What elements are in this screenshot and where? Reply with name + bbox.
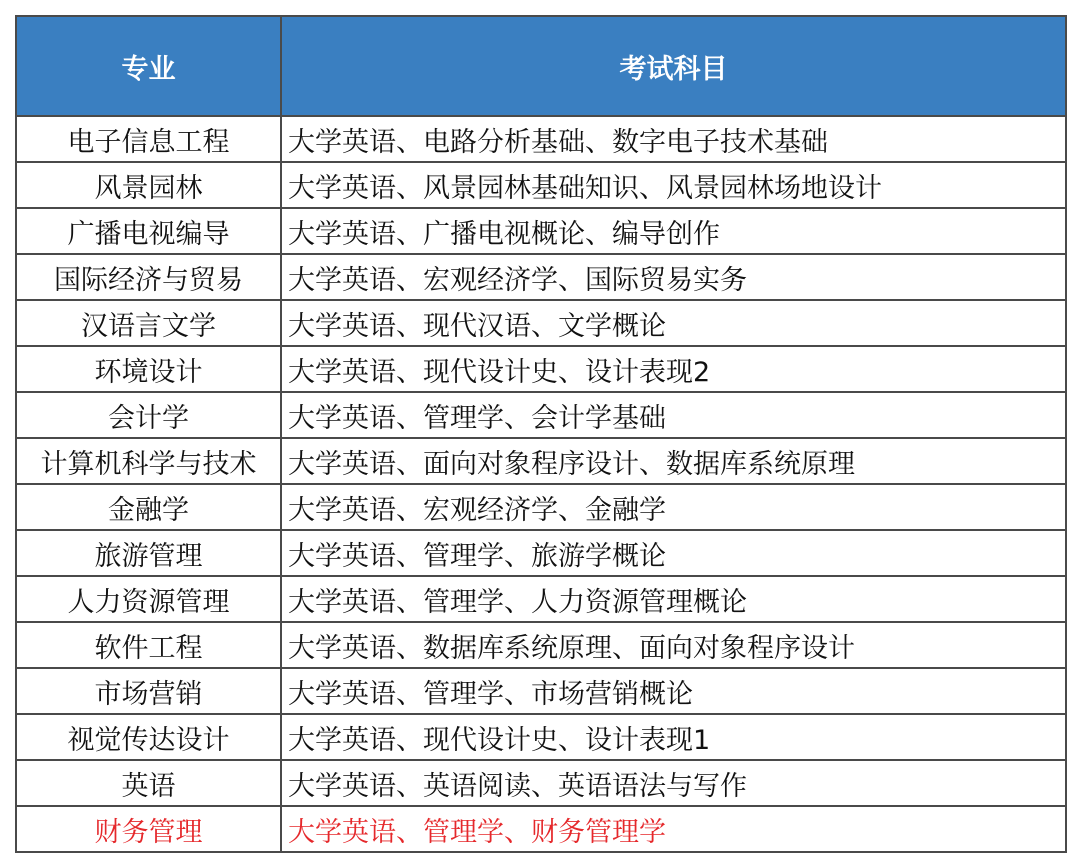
- cell-major: 国际经济与贸易: [16, 254, 281, 300]
- cell-subjects: 大学英语、现代汉语、文学概论: [281, 300, 1066, 346]
- cell-major: 英语: [16, 760, 281, 806]
- cell-subjects: 大学英语、风景园林基础知识、风景园林场地设计: [281, 162, 1066, 208]
- header-subjects: 考试科目: [281, 16, 1066, 116]
- cell-subjects: 大学英语、数据库系统原理、面向对象程序设计: [281, 622, 1066, 668]
- table-row: [16, 530, 1066, 576]
- exam-subjects-table-container: [15, 15, 1065, 847]
- cell-subjects: 大学英语、现代设计史、设计表现1: [281, 714, 1066, 760]
- cell-major: 环境设计: [16, 346, 281, 392]
- table-header-row: [16, 16, 1066, 116]
- cell-major: 视觉传达设计: [16, 714, 281, 760]
- cell-subjects: 大学英语、宏观经济学、国际贸易实务: [281, 254, 1066, 300]
- cell-major: 财务管理: [16, 806, 281, 852]
- table-row: [16, 392, 1066, 438]
- cell-subjects: 大学英语、宏观经济学、金融学: [281, 484, 1066, 530]
- cell-major: 风景园林: [16, 162, 281, 208]
- table-row: [16, 208, 1066, 254]
- table-row: [16, 162, 1066, 208]
- table-row: [16, 300, 1066, 346]
- cell-major: 市场营销: [16, 668, 281, 714]
- cell-major: 广播电视编导: [16, 208, 281, 254]
- cell-subjects: 大学英语、现代设计史、设计表现2: [281, 346, 1066, 392]
- cell-subjects: 大学英语、管理学、人力资源管理概论: [281, 576, 1066, 622]
- table-row: [16, 116, 1066, 162]
- cell-subjects: 大学英语、广播电视概论、编导创作: [281, 208, 1066, 254]
- table-row: [16, 668, 1066, 714]
- cell-subjects: 大学英语、管理学、旅游学概论: [281, 530, 1066, 576]
- table-row: [16, 622, 1066, 668]
- cell-subjects: 大学英语、管理学、市场营销概论: [281, 668, 1066, 714]
- cell-subjects: 大学英语、管理学、财务管理学: [281, 806, 1066, 852]
- cell-major: 计算机科学与技术: [16, 438, 281, 484]
- table-row: [16, 438, 1066, 484]
- table-row: [16, 714, 1066, 760]
- cell-subjects: 大学英语、英语阅读、英语语法与写作: [281, 760, 1066, 806]
- table-row: [16, 254, 1066, 300]
- cell-subjects: 大学英语、电路分析基础、数字电子技术基础: [281, 116, 1066, 162]
- header-major: 专业: [16, 16, 281, 116]
- cell-subjects: 大学英语、管理学、会计学基础: [281, 392, 1066, 438]
- table-row: [16, 484, 1066, 530]
- cell-major: 汉语言文学: [16, 300, 281, 346]
- cell-major: 软件工程: [16, 622, 281, 668]
- exam-subjects-table: [15, 15, 1067, 853]
- cell-major: 人力资源管理: [16, 576, 281, 622]
- cell-major: 旅游管理: [16, 530, 281, 576]
- table-row: [16, 806, 1066, 852]
- cell-subjects: 大学英语、面向对象程序设计、数据库系统原理: [281, 438, 1066, 484]
- table-body: [16, 116, 1066, 852]
- cell-major: 会计学: [16, 392, 281, 438]
- table-row: [16, 760, 1066, 806]
- table-row: [16, 576, 1066, 622]
- cell-major: 电子信息工程: [16, 116, 281, 162]
- cell-major: 金融学: [16, 484, 281, 530]
- table-row: [16, 346, 1066, 392]
